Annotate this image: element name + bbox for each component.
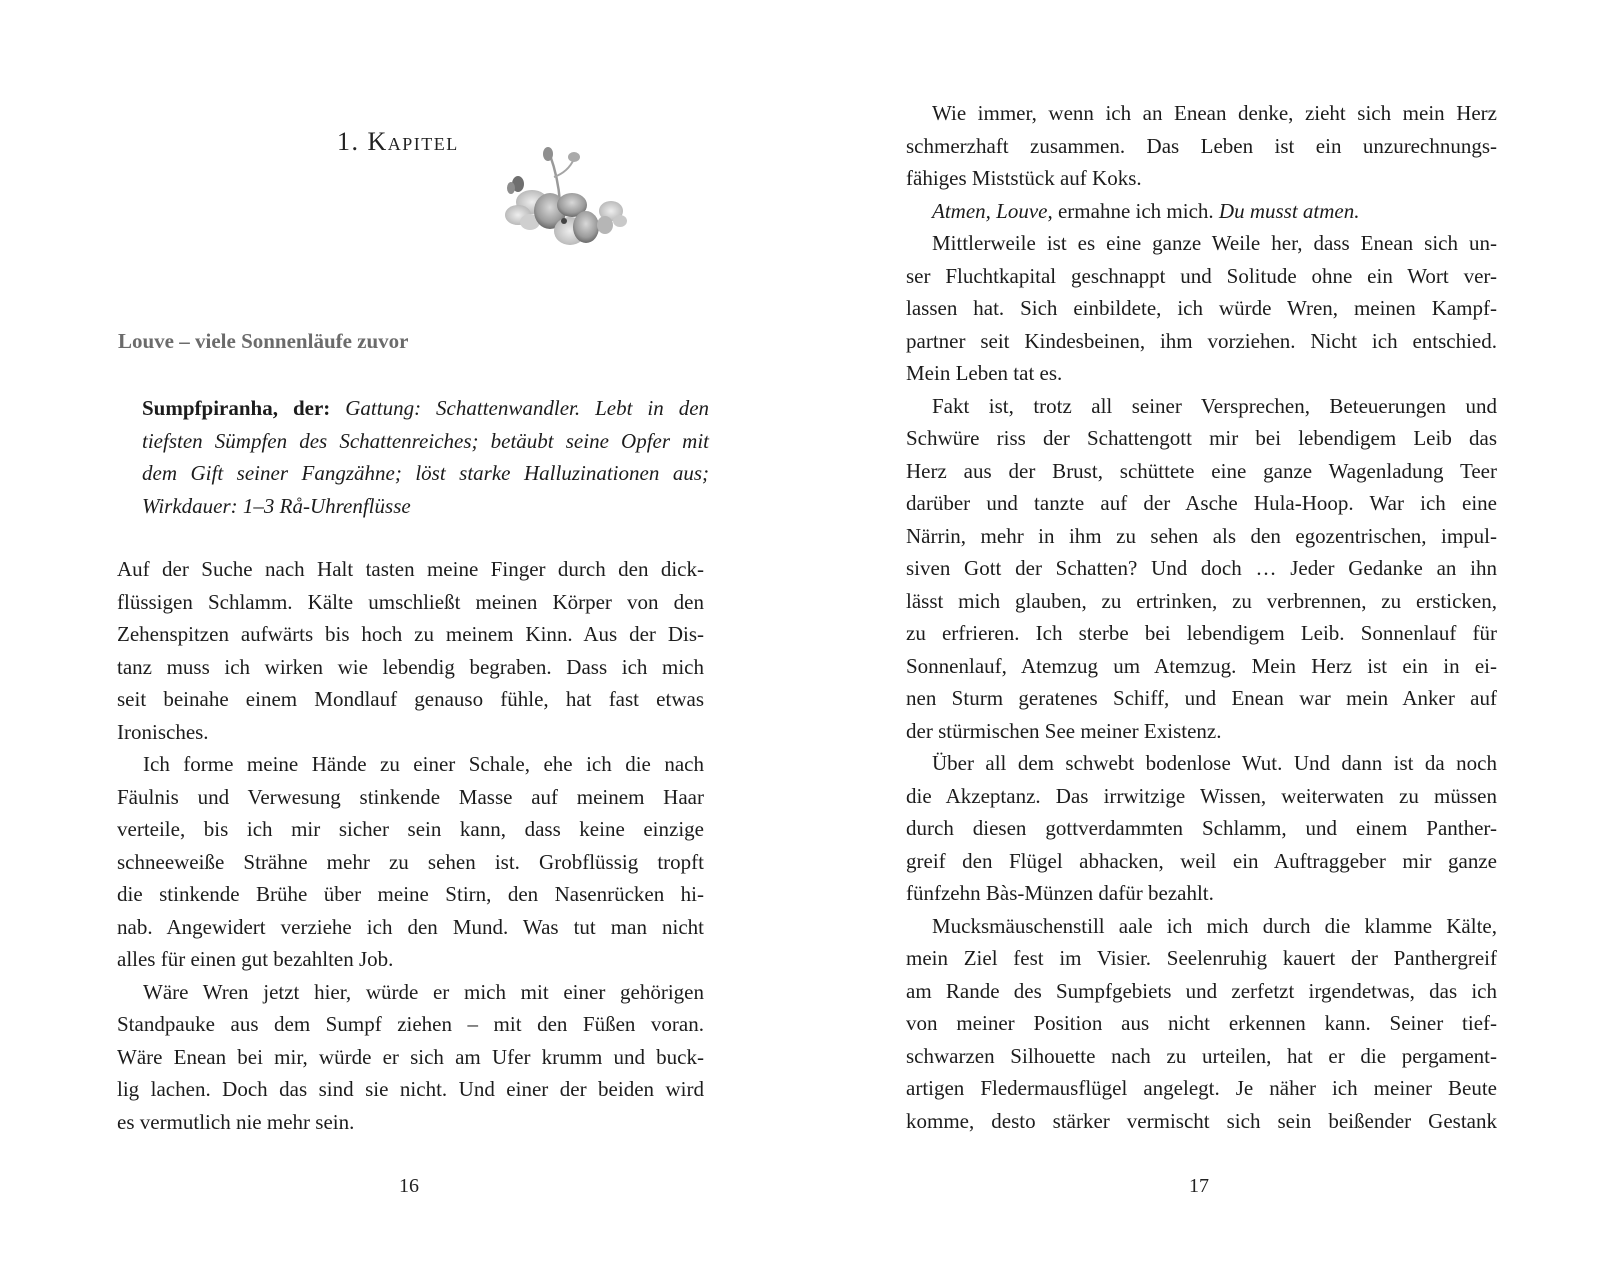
text-line: Mucksmäuschenstill aale ich mich durch die klamme Kälte,: [932, 913, 1497, 938]
text-line: es vermutlich nie mehr sein.: [117, 1109, 355, 1134]
text-line: schwarzen Silhouette nach zu urteilen, hat er die pergament-: [906, 1043, 1497, 1068]
definition-line: Wirkdauer: 1–3 Rå-Uhrenflüsse: [142, 493, 411, 518]
text-line: Auf der Suche nach Halt tasten meine Finger durch den dick-: [117, 557, 704, 581]
text-line: tanz muss ich wirken wie lebendig begraben. Dass ich mich: [117, 654, 704, 679]
text-line: Herz aus der Brust, schüttete eine ganze Wagenladung Teer: [906, 458, 1497, 483]
body-text: [906, 97, 1497, 1137]
text-line: die Akzeptanz. Das irrwitzige Wissen, weiterwaten zu müssen: [906, 783, 1497, 808]
paragraph: [117, 976, 704, 1139]
text-line: Wäre Wren jetzt hier, würde er mich mit einer gehörigen: [143, 979, 704, 1004]
text-line: Zehenspitzen aufwärts bis hoch zu meinem Kinn. Aus der Dis-: [117, 622, 704, 646]
text-line: lassen hat. Sich einbildete, ich würde Wren, meinen Kampf-: [906, 296, 1497, 320]
text-line: [906, 195, 1497, 228]
paragraph: [906, 97, 1497, 195]
paragraph: [906, 747, 1497, 910]
text-line: der stürmischen See meiner Existenz.: [906, 718, 1222, 743]
text-line: verteile, bis ich mir sicher sein kann, dass keine einzige: [117, 817, 704, 841]
text-line: Närrin, mehr in ihm zu sehen als den egozentrischen, impul-: [906, 523, 1497, 548]
right-page: [800, 0, 1600, 1274]
page-number: 17: [1189, 1175, 1209, 1197]
body-text: [117, 553, 704, 1138]
text-line: schneeweiße Strähne mehr zu sehen ist. Grobflüssig tropft: [117, 849, 704, 874]
text-line: Sonnenlauf, Atemzug um Atemzug. Mein Herz ist ein in ei-: [906, 653, 1497, 678]
definition-line: tiefsten Sümpfen des Schattenreiches; betäubt seine Opfer mit: [142, 428, 709, 453]
text-line: durch diesen gottverdammten Schlamm, und einem Panther-: [906, 816, 1497, 840]
text-line: Mittlerweile ist es eine ganze Weile her, dass Enean sich un-: [932, 231, 1497, 255]
text-line: fähiges Miststück auf Koks.: [906, 166, 1142, 190]
text-line: Über all dem schwebt bodenlose Wut. Und dann ist da noch: [932, 751, 1497, 775]
text-line: komme, desto stärker vermischt sich sein beißender Gestank: [906, 1108, 1497, 1133]
text-line: mein Ziel fest im Visier. Seelenruhig kauert der Panthergreif: [906, 946, 1497, 970]
text-line: artigen Fledermausflügel angelegt. Je näher ich meiner Beute: [906, 1076, 1497, 1100]
text-line: flüssigen Schlamm. Kälte umschließt meinen Körper von den: [117, 589, 704, 614]
text-line: Ironisches.: [117, 719, 209, 744]
chapter-subtitle: Louve – viele Sonnenläufe zuvor: [118, 329, 409, 353]
text-line: lig lachen. Doch das sind sie nicht. Und einer der beiden wird: [117, 1077, 704, 1101]
paragraph: [906, 195, 1497, 228]
text-line: Mein Leben tat es.: [906, 361, 1063, 385]
paragraph: [117, 748, 704, 976]
definition-term: Sumpfpiranha, der:: [142, 396, 331, 420]
text-line: ser Fluchtkapital geschnappt und Solitude ohne ein Wort ver-: [906, 263, 1497, 288]
definition-line: [142, 392, 709, 425]
paragraph: [906, 910, 1497, 1138]
chapter-heading: [337, 127, 459, 157]
text-line: Wäre Enean bei mir, würde er sich am Ufer krumm und buck-: [117, 1044, 704, 1069]
text-line: darüber und tanzte auf der Asche Hula-Hoop. War ich eine: [906, 491, 1497, 515]
chapter-title: Kapitel: [367, 127, 459, 156]
text-line: Wie immer, wenn ich an Enean denke, zieht sich mein Herz: [932, 101, 1497, 125]
italic-text: Du musst atmen.: [1218, 198, 1360, 223]
text-line: partner seit Kindesbeinen, ihm vorziehen. Nicht ich entschied.: [906, 328, 1497, 353]
plain-text: , ermahne ich mich.: [1047, 198, 1219, 223]
paragraph: [117, 553, 704, 748]
text-line: Schwüre riss der Schattengott mir bei lebendigem Leib das: [906, 426, 1497, 450]
text-line: nen Sturm geratenes Schiff, und Enean war mein Anker auf: [906, 686, 1497, 710]
text-line: nab. Angewidert verziehe ich den Mund. Was tut man nicht: [117, 914, 704, 939]
text-line: am Rande des Sumpfgebiets und zerfetzt irgendetwas, das ich: [906, 978, 1497, 1003]
text-line: seit beinahe einem Mondlauf genauso fühle, hat fast etwas: [117, 687, 704, 711]
chapter-number: 1.: [337, 127, 360, 156]
definition-block: [142, 392, 709, 522]
page-number: 16: [399, 1175, 419, 1197]
text-line: fünfzehn Bàs-Münzen dafür bezahlt.: [906, 881, 1214, 905]
text-line: greif den Flügel abhacken, weil ein Auftraggeber mir ganze: [906, 848, 1497, 873]
orchid-flower-illustration: [488, 147, 638, 267]
text-line: die stinkende Brühe über meine Stirn, den Nasenrücken hi-: [117, 882, 704, 906]
text-line: Standpauke aus dem Sumpf ziehen – mit den Füßen voran.: [117, 1012, 704, 1036]
text-line: Ich forme meine Hände zu einer Schale, ehe ich die nach: [143, 752, 704, 776]
italic-text: Atmen, Louve: [932, 198, 1048, 223]
text-line: lässt mich glauben, zu ertrinken, zu verbrennen, zu ersticken,: [906, 588, 1497, 613]
text-line: zu erfrieren. Ich sterbe bei lebendigem Leib. Sonnenlauf für: [906, 621, 1497, 645]
text-line: von meiner Position aus nicht erkennen kann. Seiner tief-: [906, 1011, 1497, 1035]
text-line: Fakt ist, trotz all seiner Versprechen, Beteuerungen und: [932, 393, 1497, 418]
text-line: Fäulnis und Verwesung stinkende Masse auf meinem Haar: [117, 784, 704, 809]
text-line: siven Gott der Schatten? Und doch … Jeder Gedanke an ihn: [906, 556, 1497, 580]
definition-line: dem Gift seiner Fangzähne; löst starke Halluzinationen aus;: [142, 461, 709, 485]
paragraph: [906, 390, 1497, 748]
paragraph: [906, 227, 1497, 390]
text-line: alles für einen gut bezahlten Job.: [117, 947, 394, 971]
definition-text: Gattung: Schattenwandler. Lebt in den: [345, 396, 710, 420]
text-line: schmerzhaft zusammen. Das Leben ist ein unzurechnungs-: [906, 133, 1497, 158]
